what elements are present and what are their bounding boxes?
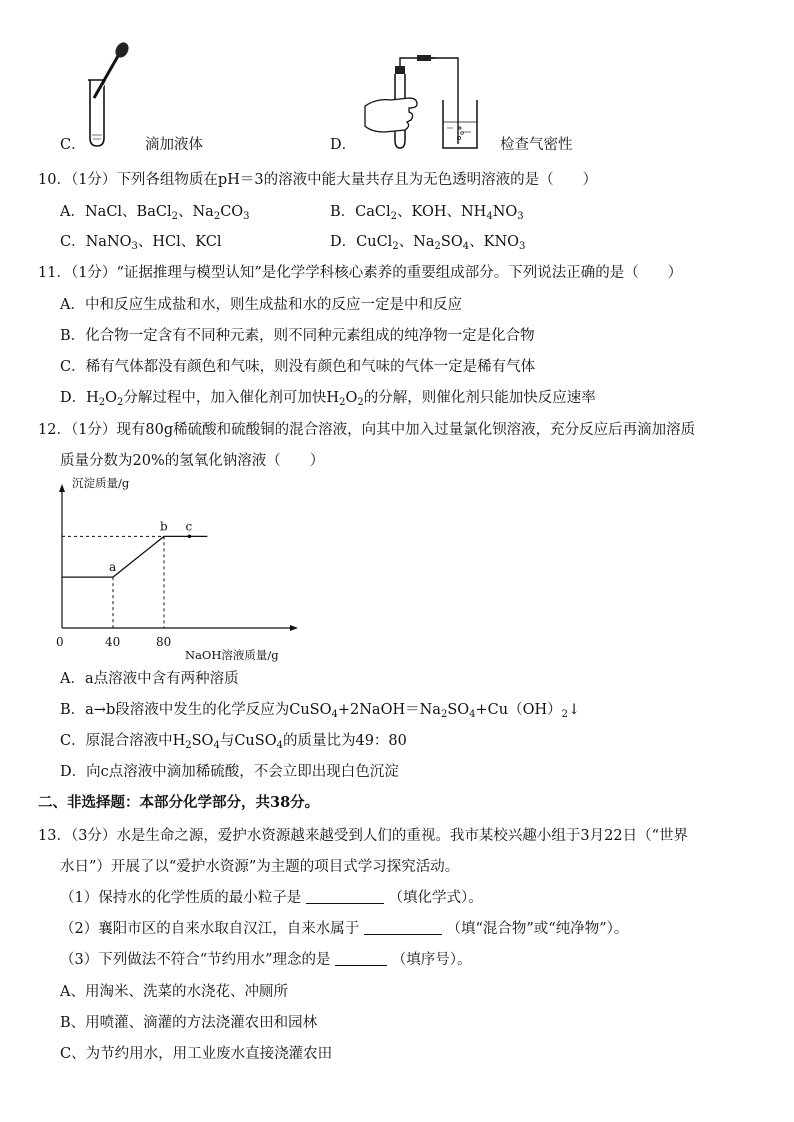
x-axis-label: NaOH溶液质量/g (185, 648, 279, 662)
q11-option-b: B．化合物一定含有不同种元素，则不同种元素组成的纯净物一定是化合物 (60, 328, 535, 344)
q12-stem-line1: 12．（1分）现有80g稀硫酸和硫酸铜的混合溶液，向其中加入过量氯化钡溶液，充分反应后再滴加溶质 (38, 422, 696, 438)
q13-part-3: （3）下列做法不符合“节约用水”理念的是 （填序号）。 (60, 952, 472, 968)
q9-option-c-label: C． (60, 137, 86, 153)
x-tick-label-0: 0 (56, 635, 64, 649)
q13-part-2: （2）襄阳市区的自来水取自汉江，自来水属于 （填“混合物”或“纯净物”）。 (60, 921, 629, 937)
q12-option-d: D．向c点溶液中滴加稀硫酸，不会立即出现白色沉淀 (60, 764, 399, 780)
q10-option-a: A．NaCl、BaCl$_2$、$Na_2CO_3$ (60, 204, 250, 222)
point-label-c: c (185, 519, 193, 534)
point-label-b: b (160, 519, 168, 534)
answer-blank-3[interactable] (335, 951, 387, 966)
y-axis-arrow (59, 484, 65, 492)
q12-option-b: B．a→b段溶液中发生的化学反应为$CuSO_4+2NaOH=Na_2SO_4+Cu(OH)_2↓$ (60, 702, 581, 720)
q12-stem-line2: 质量分数为20%的氢氧化钠溶液（ ） (60, 453, 325, 469)
q13-option-b: B、用喷灌、滴灌的方法浇灌农田和园林 (60, 1015, 318, 1031)
airtightness-check-figure (355, 48, 495, 158)
x-tick-label-80: 80 (156, 635, 172, 649)
precipitate-mass-chart (50, 476, 310, 666)
q9-option-d-caption: 检查气密性 (500, 137, 573, 153)
point-label-a: a (109, 560, 117, 575)
q12-option-c: C．原混合溶液中$H_2SO_4$与CuSO$_4$的质量比为49：80 (60, 733, 407, 751)
q12-option-a: A．a点溶液中含有两种溶质 (60, 671, 239, 687)
dropper-test-tube-figure (78, 40, 138, 150)
q13-stem-line2: 水日”）开展了以“爱护水资源”为主题的项目式学习探究活动。 (60, 859, 460, 875)
q11-option-c: C．稀有气体都没有颜色和气味，则没有颜色和气味的气体一定是稀有气体 (60, 359, 536, 375)
q11-stem: 11．（1分）“证据推理与模型认知”是化学学科核心素养的重要组成部分。下列说法正确的是（ ） (38, 265, 683, 281)
q13-part-1: （1）保持水的化学性质的最小粒子是 （填化学式）。 (60, 890, 483, 906)
point-marker-c (188, 535, 192, 539)
q11-option-d: D．$H_2O_2$分解过程中，加入催化剂可加快$H_2O_2$的分解，则催化剂只能加快反应速率 (60, 390, 596, 408)
x-axis-arrow (290, 625, 298, 631)
q9-option-c-caption: 滴加液体 (145, 137, 203, 153)
q10-option-d: D．CuCl$_2$、$Na_2SO_4$、$KNO_3$ (330, 234, 526, 252)
q10-stem: 10．（1分）下列各组物质在pH＝3的溶液中能大量共存且为无色透明溶液的是（ ） (38, 172, 598, 188)
series-line (62, 536, 207, 577)
q9-option-d-label: D． (330, 137, 357, 153)
q10-option-b: B．CaCl$_2$、KOH、$NH_4NO_3$ (330, 204, 524, 222)
y-axis-label: 沉淀质量/g (72, 476, 130, 490)
answer-blank-2[interactable] (364, 920, 442, 935)
q13-option-c: C、为节约用水，用工业废水直接浇灌农田 (60, 1046, 333, 1062)
x-tick-label-40: 40 (105, 635, 121, 649)
q11-option-a: A．中和反应生成盐和水，则生成盐和水的反应一定是中和反应 (60, 297, 462, 313)
q10-option-c: C．NaNO$_3$、HCl、KCl (60, 234, 222, 252)
answer-blank-1[interactable] (306, 889, 384, 904)
q13-option-a: A、用淘米、洗菜的水浇花、冲厕所 (60, 984, 288, 1000)
q13-stem-line1: 13．（3分）水是生命之源，爱护水资源越来越受到人们的重视。我市某校兴趣小组于3月22日（“世界 (38, 828, 689, 844)
section-2-heading: 二、非选择题：本部分化学部分，共38分。 (38, 794, 320, 811)
